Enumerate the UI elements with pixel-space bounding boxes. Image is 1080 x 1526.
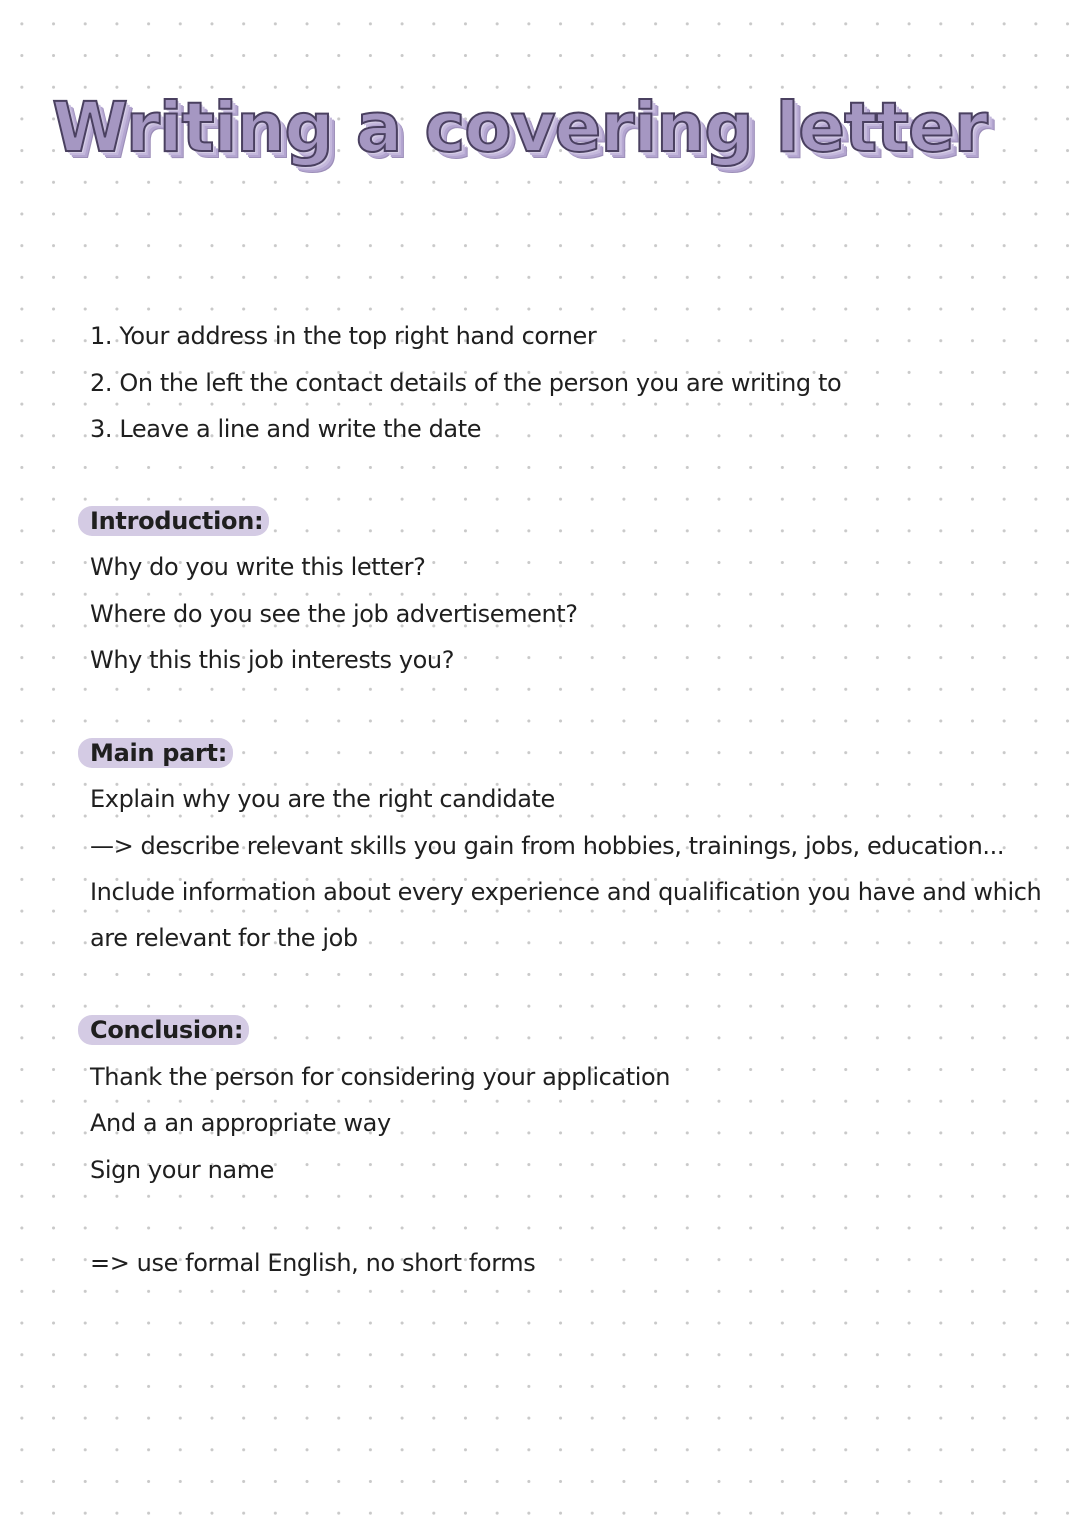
- format-step-2: 2. On the left the contact details of the person you are writing to: [90, 369, 842, 397]
- introduction-line-2: Where do you see the job advertisement?: [90, 600, 578, 628]
- format-step-3: 3. Leave a line and write the date: [90, 415, 482, 443]
- main-part-line-1: Explain why you are the right candidate: [90, 785, 555, 813]
- conclusion-heading: [78, 1015, 249, 1045]
- formal-english-note: => use formal English, no short forms: [90, 1249, 536, 1277]
- main-part-line-4: are relevant for the job: [90, 924, 358, 952]
- main-part-heading: [78, 738, 233, 768]
- conclusion-line-2: And a an appropriate way: [90, 1109, 391, 1137]
- conclusion-heading-label: Conclusion:: [78, 1015, 249, 1045]
- introduction-heading: [78, 506, 269, 536]
- introduction-heading-label: Introduction:: [78, 506, 269, 536]
- introduction-line-3: Why this this job interests you?: [90, 646, 455, 674]
- main-part-line-3: Include information about every experience and qualification you have and which: [90, 878, 1042, 906]
- page-title: Writing a covering letter: [52, 88, 987, 168]
- format-step-1: 1. Your address in the top right hand corner: [90, 322, 597, 350]
- main-part-heading-label: Main part:: [78, 738, 233, 768]
- main-part-line-2: —> describe relevant skills you gain from hobbies, trainings, jobs, education...: [90, 832, 1005, 860]
- introduction-line-1: Why do you write this letter?: [90, 553, 426, 581]
- conclusion-line-3: Sign your name: [90, 1156, 275, 1184]
- conclusion-line-1: Thank the person for considering your application: [90, 1063, 671, 1091]
